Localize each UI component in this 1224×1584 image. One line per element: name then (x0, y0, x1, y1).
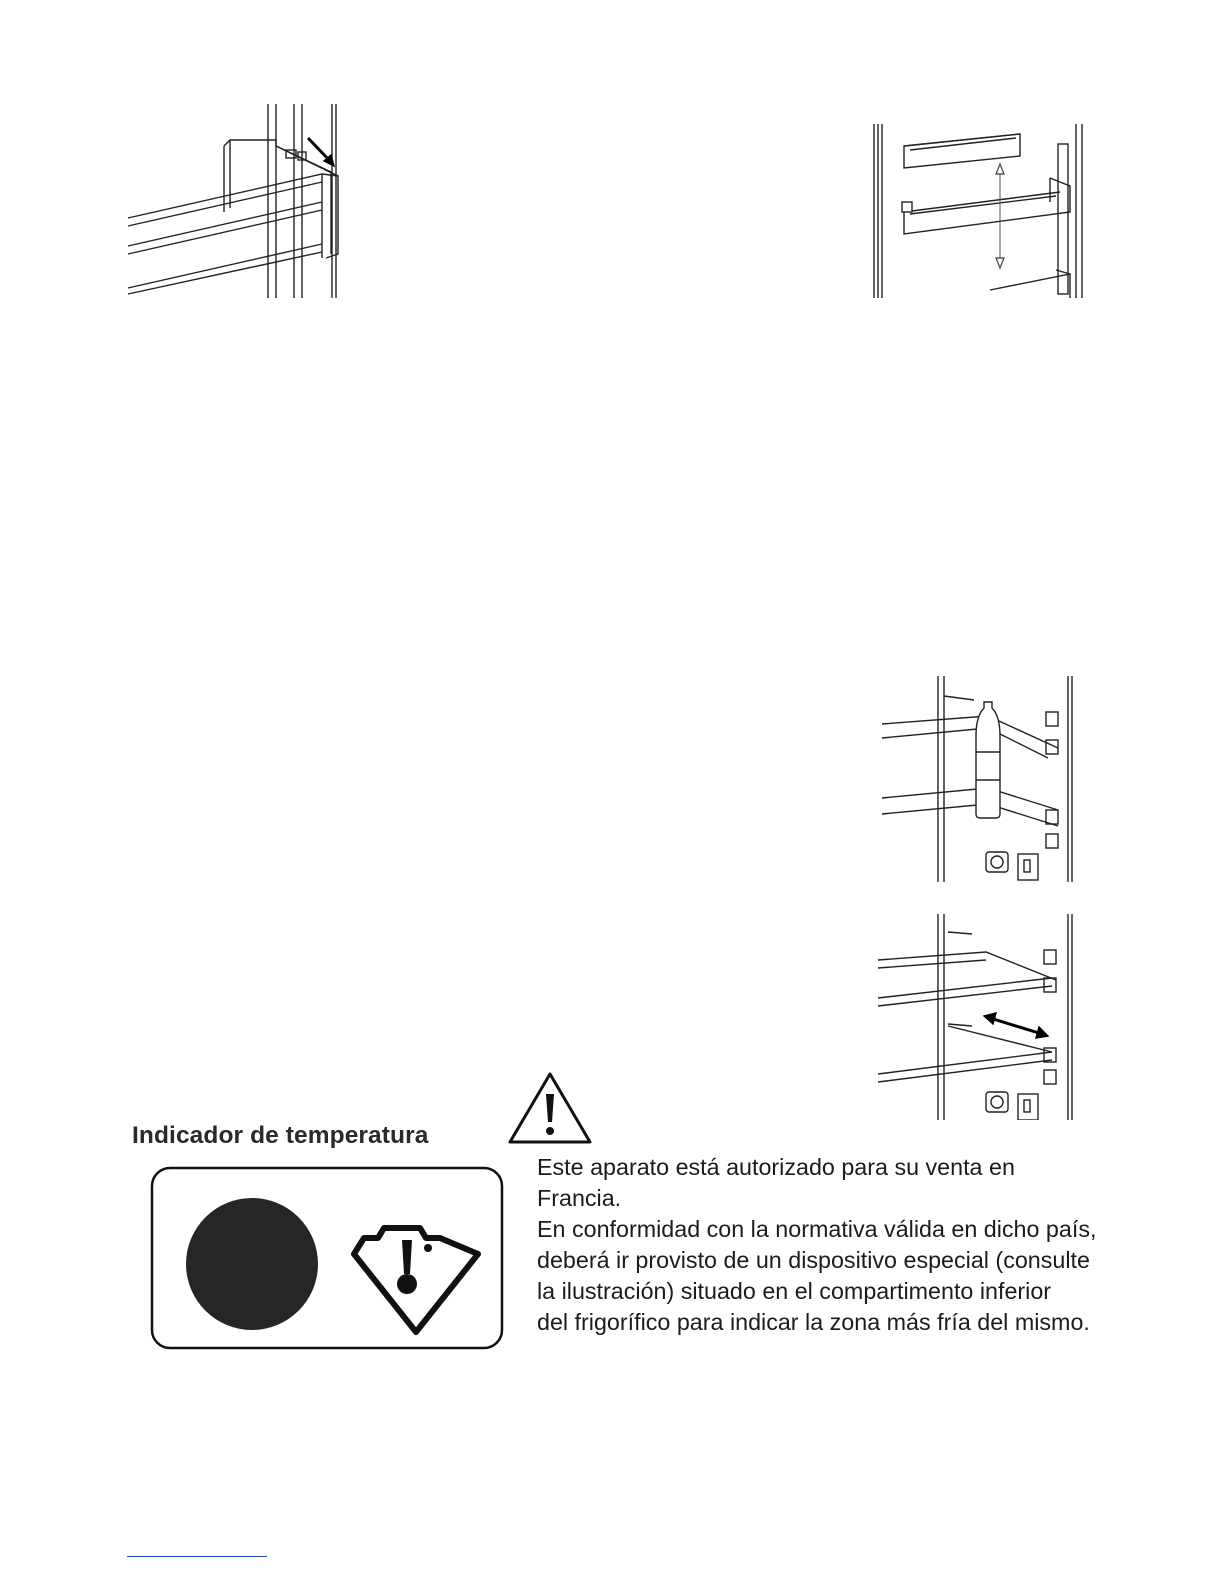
black-dot-icon (186, 1198, 318, 1330)
section-heading: Indicador de temperatura (132, 1122, 429, 1149)
door-bin-release-illustration (126, 104, 342, 298)
notice-text (537, 1152, 1097, 1338)
temperature-indicator-panel (150, 1166, 504, 1350)
notice-paragraph: del frigorífico para indicar la zona más fría del mismo. (537, 1309, 1090, 1335)
shelf-slide-illustration (876, 914, 1076, 1120)
notice-paragraph: En conformidad con la normativa válida en dicho país, deberá ir provisto de un dispositivo especial (consulte la ilustración) situado en el compartimento inferior (537, 1216, 1097, 1304)
door-bins-adjust-illustration (870, 124, 1088, 298)
shelf-bottle-illustration (878, 676, 1074, 882)
notice-paragraph: Este aparato está autorizado para su venta en Francia. (537, 1154, 1015, 1211)
warning-triangle-icon (506, 1070, 594, 1146)
footer-rule (127, 1556, 267, 1557)
